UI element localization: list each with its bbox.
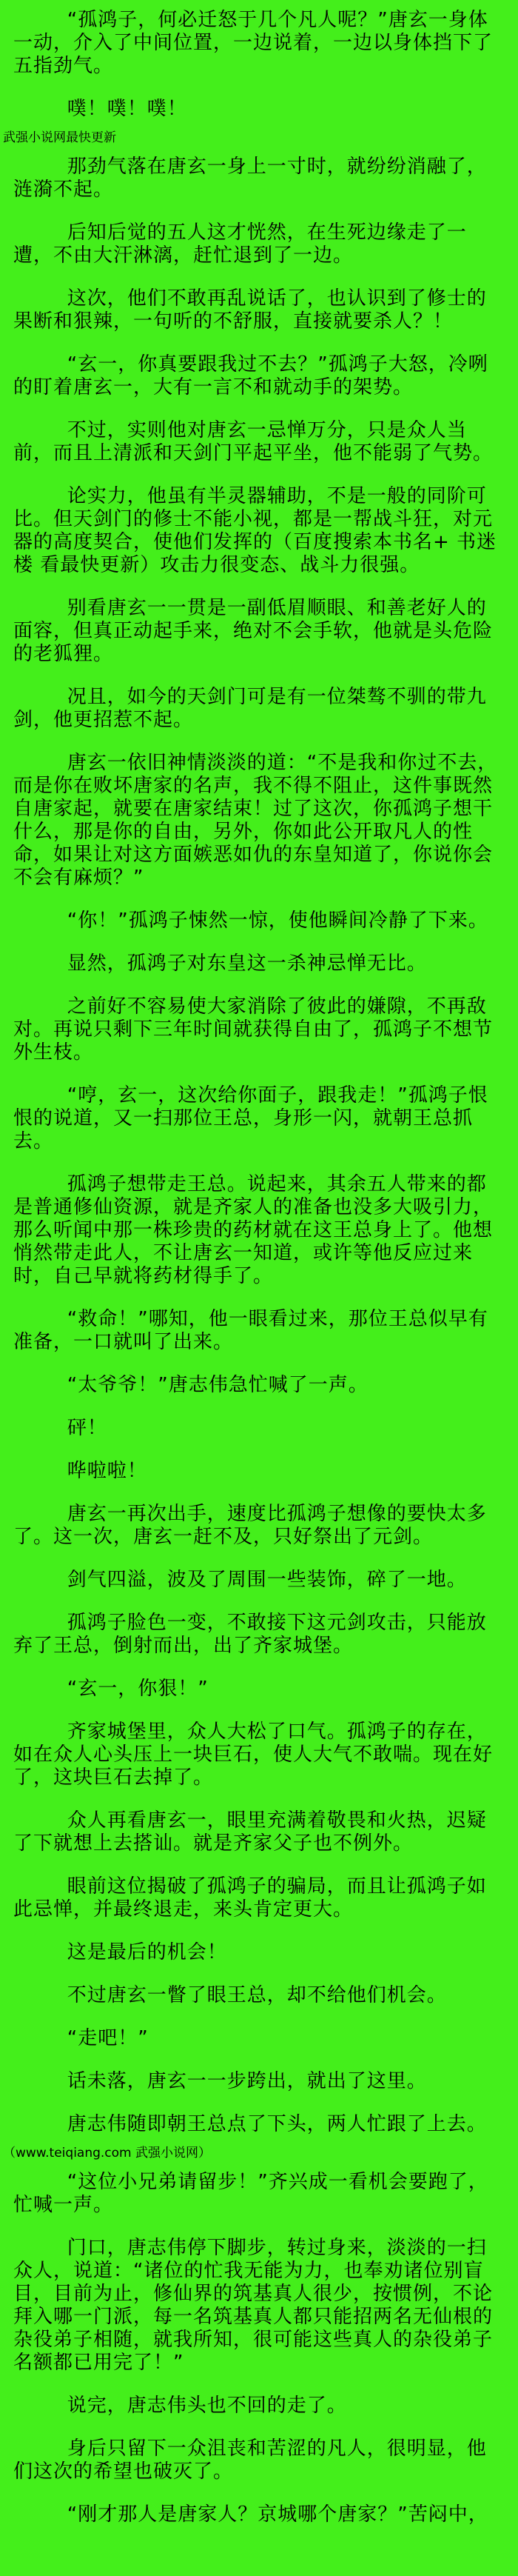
novel-paragraph: 别看唐玄一一贯是一副低眉顺眼、和善老好人的面容，但真正动起手来，绝对不会手软，他就是头危险的老狐狸。	[13, 597, 494, 665]
novel-paragraph: 不过，实则他对唐玄一忌惮万分，只是众人当前，而且上清派和天剑门平起平坐，他不能弱了气势。	[13, 419, 494, 464]
site-note: 武强小说网最快更新	[3, 130, 116, 145]
novel-paragraph: “玄一，你狠！”	[67, 1678, 209, 1700]
novel-paragraph: “你！”孤鸿子悚然一惊，使他瞬间冷静了下来。	[67, 910, 488, 932]
novel-paragraph: 话未落，唐玄一一步跨出，就出了这里。	[67, 2070, 427, 2092]
novel-paragraph: 孤鸿子想带走王总。说起来，其余五人带来的都是普通修仙资源，就是齐家人的准备也没多大吸引力，那么听闻中那一株珍贵的药材就在这王总身上了。他想悄然带走此人，不让唐玄一知道，或许等他反应过来时，自己早就将药材得手了。	[13, 1173, 494, 1287]
novel-paragraph: 说完，唐志伟头也不回的走了。	[67, 2395, 347, 2417]
novel-paragraph: 砰！	[67, 1417, 107, 1439]
novel-paragraph: 噗！噗！噗！	[67, 98, 187, 120]
novel-paragraph: 论实力，他虽有半灵器辅助，不是一般的同阶可比。但天剑门的修士不能小视，都是一帮战斗狂，对元器的高度契合，使他们发挥的（百度搜索本书名+ 书迷楼 看最快更新）攻击力很变态、战斗力很强。	[13, 485, 497, 576]
novel-paragraph: “救命！”哪知，他一眼看过来，那位王总似早有准备，一口就叫了出来。	[13, 1308, 488, 1353]
novel-paragraph: 显然，孤鸿子对东皇这一杀神忌惮无比。	[67, 952, 427, 975]
novel-paragraph: 哗啦啦！	[67, 1460, 147, 1482]
novel-paragraph: 况且，如今的天剑门可是有一位桀骜不驯的带九剑，他更招惹不起。	[13, 686, 487, 731]
novel-paragraph: 孤鸿子脸色一变，不敢接下这元剑攻击，只能放弃了王总，倒射而出，出了齐家城堡。	[13, 1612, 487, 1657]
site-note: （www.teiqiang.com 武强小说网）	[3, 2146, 212, 2160]
novel-paragraph: 众人再看唐玄一，眼里充满着敬畏和火热，迟疑了下就想上去搭讪。就是齐家父子也不例外。	[13, 1809, 487, 1855]
novel-paragraph: 身后只留下一众沮丧和苦涩的凡人，很明显，他们这次的希望也破灭了。	[13, 2437, 487, 2483]
novel-paragraph: 不过唐玄一瞥了眼王总，却不给他们机会。	[67, 1984, 447, 2006]
novel-paragraph: 唐志伟随即朝王总点了下头，两人忙跟了上去。	[67, 2113, 487, 2135]
novel-paragraph: 那劲气落在唐玄一身上一寸时，就纷纷消融了，涟漪不起。	[13, 156, 487, 201]
novel-paragraph: “刚才那人是唐家人？京城哪个唐家？”苦闷中，	[67, 2503, 488, 2526]
novel-paragraph: 唐玄一再次出手，速度比孤鸿子想像的要快太多了。这一次，唐玄一赶不及，只好祭出了元剑。	[13, 1503, 487, 1548]
novel-paragraph: “走吧！”	[67, 2027, 149, 2049]
novel-paragraph: “太爷爷！”唐志伟急忙喊了一声。	[67, 1374, 369, 1396]
novel-paragraph: 之前好不容易使大家消除了彼此的嫌隙，不再敌对。再说只剩下三年时间就获得自由了，孤鸿子不想节外生枝。	[13, 995, 494, 1064]
novel-paragraph: 这是最后的机会！	[67, 1941, 227, 1963]
novel-paragraph: 眼前这位揭破了孤鸿子的骗局，而且让孤鸿子如此忌惮，并最终退走，来头肯定更大。	[13, 1875, 487, 1921]
novel-paragraph: “哼，玄一，这次给你面子，跟我走！”孤鸿子恨恨的说道，又一扫那位王总，身形一闪，就朝王总抓去。	[13, 1084, 488, 1152]
novel-paragraph: 剑气四溢，波及了周围一些装饰，碎了一地。	[67, 1569, 467, 1591]
novel-text	[3, 9, 505, 2526]
novel-paragraph: 门口，唐志伟停下脚步，转过身来，淡淡的一扫众人，说道：“诸位的忙我无能为力，也奉劝诸位别盲目，目前为止，修仙界的筑基真人很少，按惯例，不论拜入哪一门派，每一名筑基真人都只能招两名无仙根的杂役弟子相随，就我所知，很可能这些真人的杂役弟子名额都已用完了！”	[13, 2237, 494, 2374]
novel-paragraph: 齐家城堡里，众人大松了口气。孤鸿子的存在，如在众人心头压上一块巨石，使人大气不敢喘。现在好了，这块巨石去掉了。	[13, 1721, 494, 1789]
novel-paragraph: “玄一，你真要跟我过不去？”孤鸿子大怒，冷咧的盯着唐玄一，大有一言不和就动手的架势。	[13, 353, 488, 398]
novel-paragraph: 后知后觉的五人这才恍然，在生死边缘走了一遭，不由大汗淋漓，赶忙退到了一边。	[13, 221, 467, 267]
novel-paragraph: “这位小兄弟请留步！”齐兴成一看机会要跑了，忙喊一声。	[13, 2171, 488, 2216]
novel-paragraph: “孤鸿子，何必迁怒于几个凡人呢？”唐玄一身体一动，介入了中间位置，一边说着，一边以身体挡下了五指劲气。	[13, 9, 494, 77]
novel-paragraph: 这次，他们不敢再乱说话了，也认识到了修士的果断和狠辣，一句听的不舒服，直接就要杀人？！	[13, 287, 487, 333]
novel-paragraph: 唐玄一依旧神情淡淡的道：“不是我和你过不去，而是你在败坏唐家的名声，我不得不阻止，这件事既然自唐家起，就要在唐家结束！过了这次，你孤鸿子想干什么，那是你的自由，另外，你如此公开取凡人的性命，如果让对这方面嫉恶如仇的东皇知道了，你说你会不会有麻烦？”	[13, 752, 498, 889]
